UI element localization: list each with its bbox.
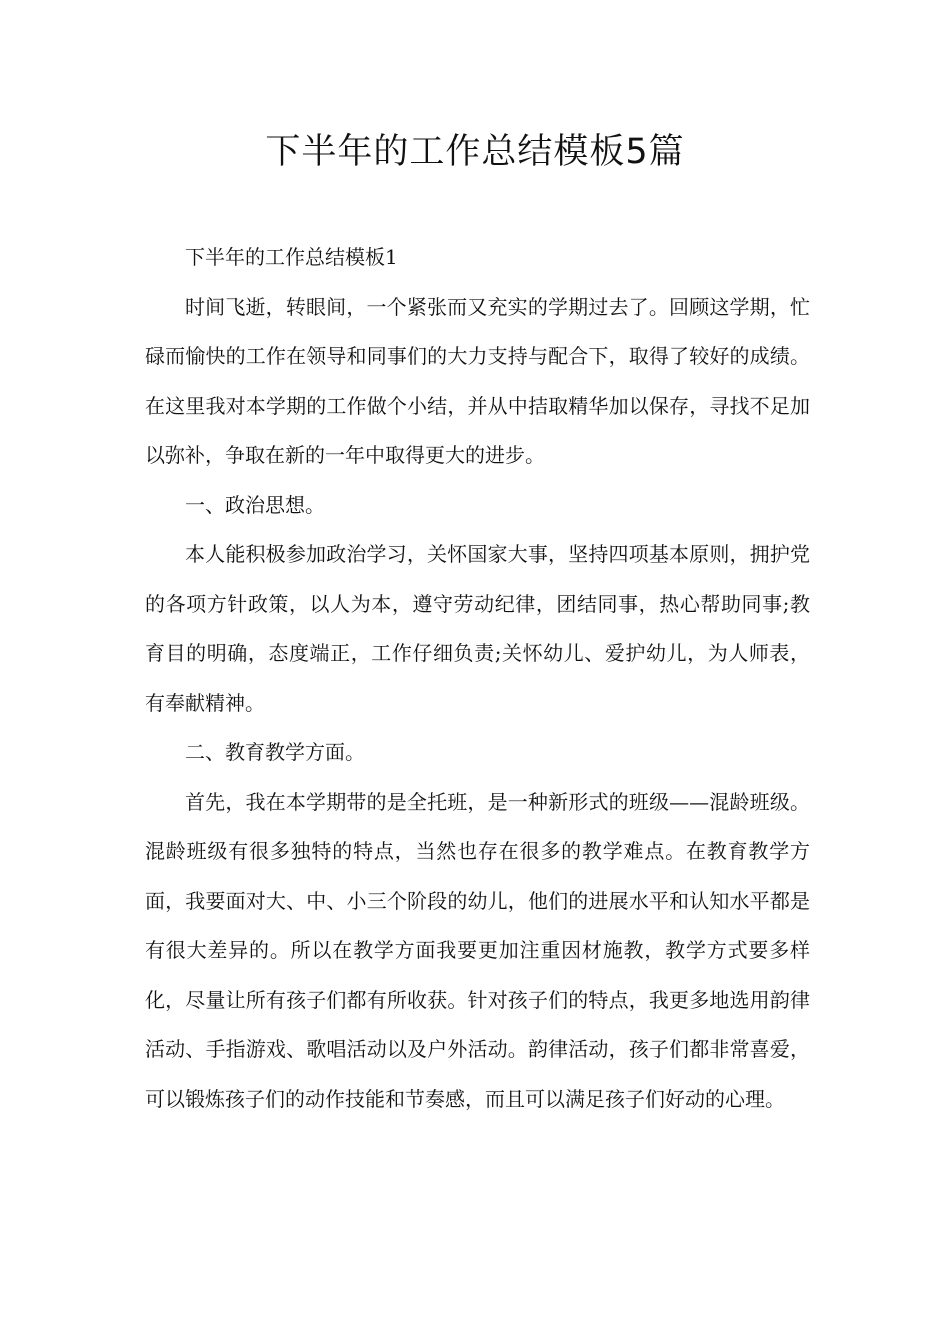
- section-heading-politics: 一、政治思想。: [185, 492, 325, 517]
- document-title: 下半年的工作总结模板5篇: [265, 132, 685, 172]
- section-heading-teaching: 二、教育教学方面。: [185, 740, 365, 764]
- teaching-paragraph: 首先，我在本学期带的是全托班，是一种新形式的班级——混龄班级。混龄班级有很多独特的特点，当然也存在很多的教学难点。在教育教学方面，我要面对大、中、小三个阶段的幼儿，他们的进展水平和认知水平都是有很大差异的。所以在教学方面我要更加注重因材施教，教学方式要多样化，尽量让所有孩子们都有所收获。针对孩子们的特点，我更多地选用韵律活动、手指游戏、歌唱活动以及户外活动。韵律活动，孩子们都非常喜爱，可以锻炼孩子们的动作技能和节奏感，而且可以满足孩子们好动的心理。: [145, 789, 810, 1111]
- politics-paragraph: 本人能积极参加政治学习，关怀国家大事，坚持四项基本原则，拥护党的各项方针政策，以人为本，遵守劳动纪律，团结同事，热心帮助同事;教育目的明确，态度端正，工作仔细负责;关怀幼儿、爱护幼儿，为人师表，有奉献精神。: [145, 542, 810, 715]
- document-body: [145, 233, 810, 1124]
- intro-paragraph: 时间飞逝，转眼间，一个紧张而又充实的学期过去了。回顾这学期，忙碌而愉快的工作在领导和同事们的大力支持与配合下，取得了较好的成绩。在这里我对本学期的工作做个小结，并从中拮取精华加以保存，寻找不足加以弥补，争取在新的一年中取得更大的进步。: [145, 294, 810, 467]
- section-heading-template-1: 下半年的工作总结模板1: [185, 245, 398, 269]
